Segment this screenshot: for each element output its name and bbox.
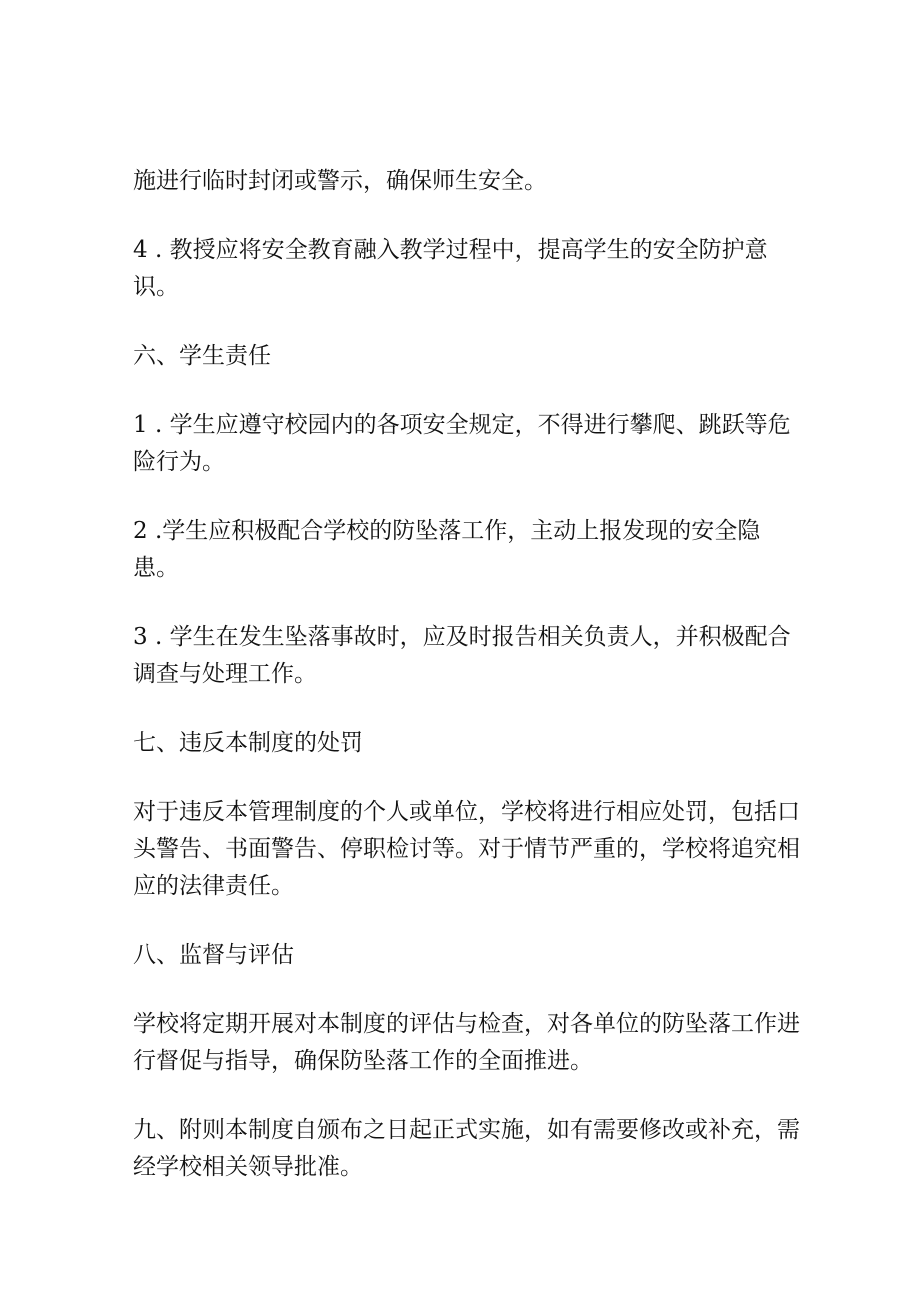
paragraph-item-4: 4 . 教授应将安全教育融入教学过程中，提高学生的安全防护意识。 [133, 237, 768, 300]
paragraph-supplementary: 九、附则本制度自颁布之日起正式实施，如有需要修改或补充，需经学校相关领导批准。 [133, 1117, 800, 1180]
paragraph-penalties: 对于违反本管理制度的个人或单位，学校将进行相应处罚，包括口头警告、书面警告、停职检讨等。对于情节严重的，学校将追究相应的法律责任。 [133, 799, 800, 899]
document-body [133, 163, 803, 1218]
section-heading-student-responsibility: 六、学生责任 [133, 343, 271, 369]
paragraph-supervision: 学校将定期开展对本制度的评估与检查，对各单位的防坠落工作进行督促与指导，确保防坠落工作的全面推进。 [133, 1011, 800, 1074]
section-heading-penalties: 七、违反本制度的处罚 [133, 730, 363, 756]
paragraph-item-3: 3 . 学生在发生坠落事故时，应及时报告相关负责人，并积极配合调查与处理工作。 [133, 624, 791, 687]
section-heading-supervision: 八、监督与评估 [133, 942, 294, 968]
paragraph-continuation: 施进行临时封闭或警示，确保师生安全。 [133, 168, 547, 194]
paragraph-item-1: 1 . 学生应遵守校园内的各项安全规定，不得进行攀爬、跳跃等危险行为。 [133, 412, 791, 475]
paragraph-item-2: 2 .学生应积极配合学校的防坠落工作，主动上报发现的安全隐患。 [133, 518, 761, 581]
